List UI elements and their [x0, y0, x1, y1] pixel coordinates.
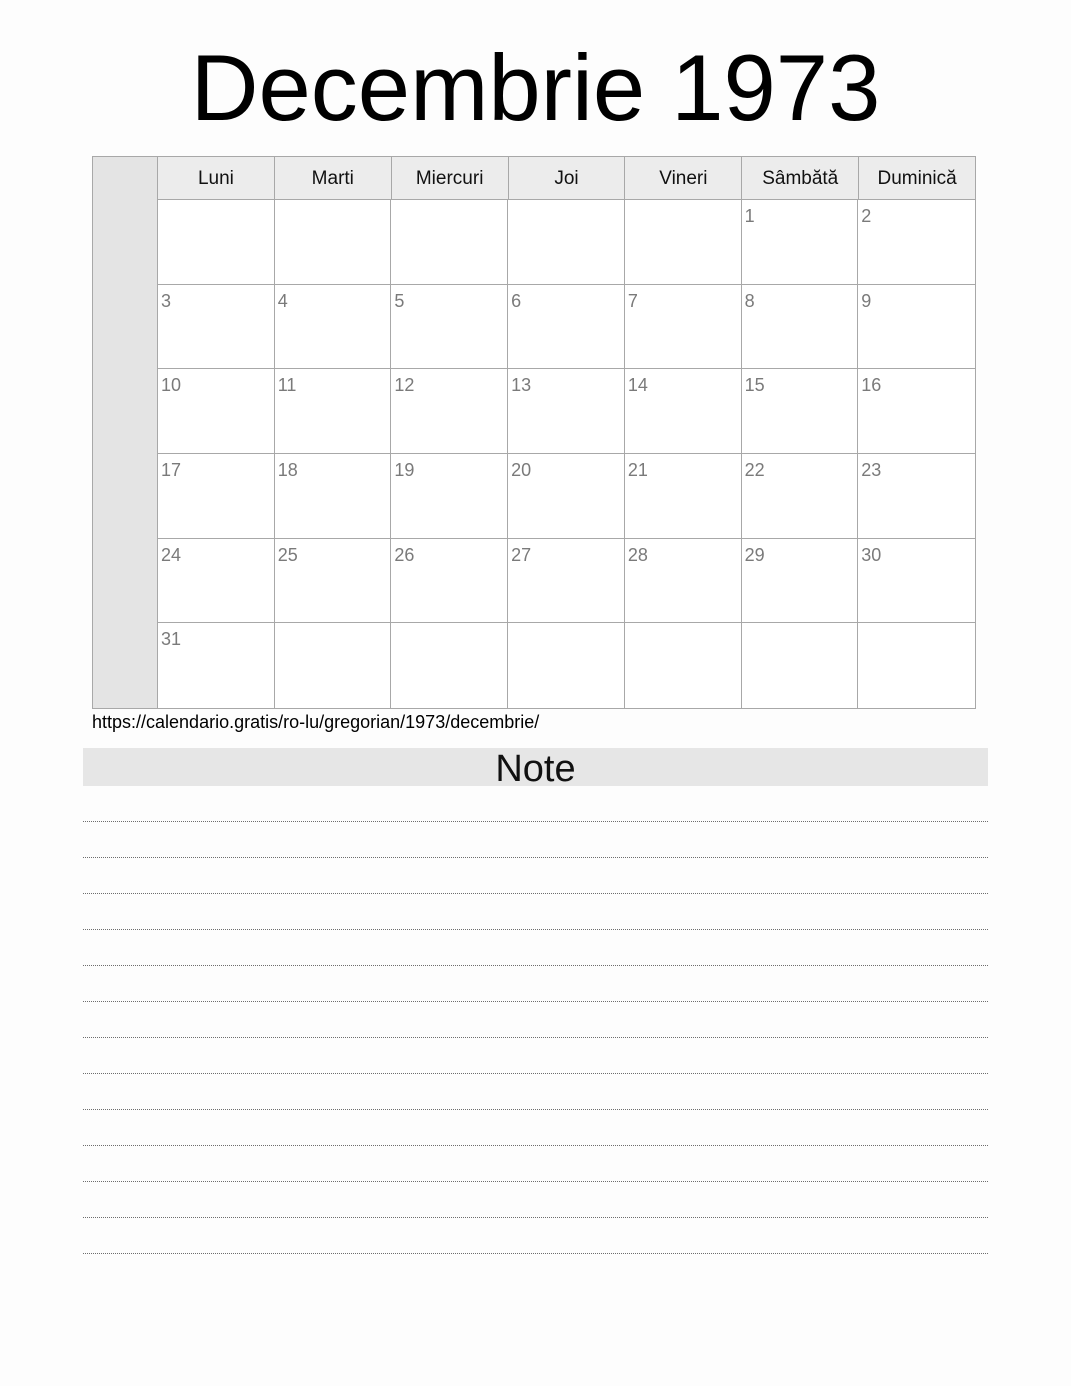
day-cell: 20	[508, 454, 625, 539]
day-cell	[391, 623, 508, 708]
note-line	[83, 930, 988, 966]
day-cell	[625, 200, 742, 285]
weekday-thursday: Joi	[509, 157, 626, 199]
day-cell: 21	[625, 454, 742, 539]
day-cell	[391, 200, 508, 285]
day-cell: 14	[625, 369, 742, 454]
day-cell: 27	[508, 539, 625, 624]
day-cell	[625, 623, 742, 708]
weekday-saturday: Sâmbătă	[742, 157, 859, 199]
note-line	[83, 966, 988, 1002]
note-line	[83, 858, 988, 894]
day-cell: 29	[742, 539, 859, 624]
day-cell	[275, 200, 392, 285]
days-grid	[158, 200, 975, 708]
day-cell: 6	[508, 285, 625, 370]
weekday-sunday: Duminică	[877, 168, 957, 189]
note-line	[83, 1110, 988, 1146]
day-cell: 3	[158, 285, 275, 370]
week-number-column	[93, 157, 158, 708]
day-cell: 7	[625, 285, 742, 370]
day-cell: 2	[858, 200, 975, 285]
note-line	[83, 786, 988, 822]
day-cell	[742, 623, 859, 708]
note-line	[83, 1146, 988, 1182]
day-cell: 23	[858, 454, 975, 539]
note-line	[83, 1218, 988, 1254]
note-line	[83, 1002, 988, 1038]
notes-lines	[83, 786, 988, 1254]
note-line	[83, 822, 988, 858]
weekday-monday: Luni	[158, 157, 275, 199]
note-line	[83, 1182, 988, 1218]
day-cell: 16	[858, 369, 975, 454]
day-cell: 25	[275, 539, 392, 624]
source-url: https://calendario.gratis/ro-lu/gregorian/1973/decembrie/	[92, 712, 540, 732]
note-line	[83, 894, 988, 930]
page-title: Decembrie 1973	[190, 35, 881, 140]
notes-title: Note	[83, 748, 988, 786]
weekday-wednesday: Miercuri	[392, 157, 509, 199]
day-cell	[508, 623, 625, 708]
note-line	[83, 1074, 988, 1110]
day-cell	[158, 200, 275, 285]
day-cell: 28	[625, 539, 742, 624]
day-cell: 10	[158, 369, 275, 454]
day-cell	[508, 200, 625, 285]
day-cell: 1	[742, 200, 859, 285]
day-cell: 5	[391, 285, 508, 370]
day-cell: 18	[275, 454, 392, 539]
day-cell	[858, 623, 975, 708]
day-cell: 22	[742, 454, 859, 539]
weekday-friday: Vineri	[625, 157, 742, 199]
day-cell: 13	[508, 369, 625, 454]
note-line	[83, 1038, 988, 1074]
day-cell: 8	[742, 285, 859, 370]
weekday-tuesday: Marti	[275, 157, 392, 199]
day-cell: 17	[158, 454, 275, 539]
day-cell: 15	[742, 369, 859, 454]
day-cell: 12	[391, 369, 508, 454]
day-cell: 26	[391, 539, 508, 624]
day-cell: 30	[858, 539, 975, 624]
day-cell: 31	[158, 623, 275, 708]
day-cell: 4	[275, 285, 392, 370]
weekday-header	[158, 157, 975, 200]
day-cell	[275, 623, 392, 708]
day-cell: 19	[391, 454, 508, 539]
day-cell: 9	[858, 285, 975, 370]
day-cell: 11	[275, 369, 392, 454]
day-cell: 24	[158, 539, 275, 624]
calendar-grid	[92, 156, 976, 709]
